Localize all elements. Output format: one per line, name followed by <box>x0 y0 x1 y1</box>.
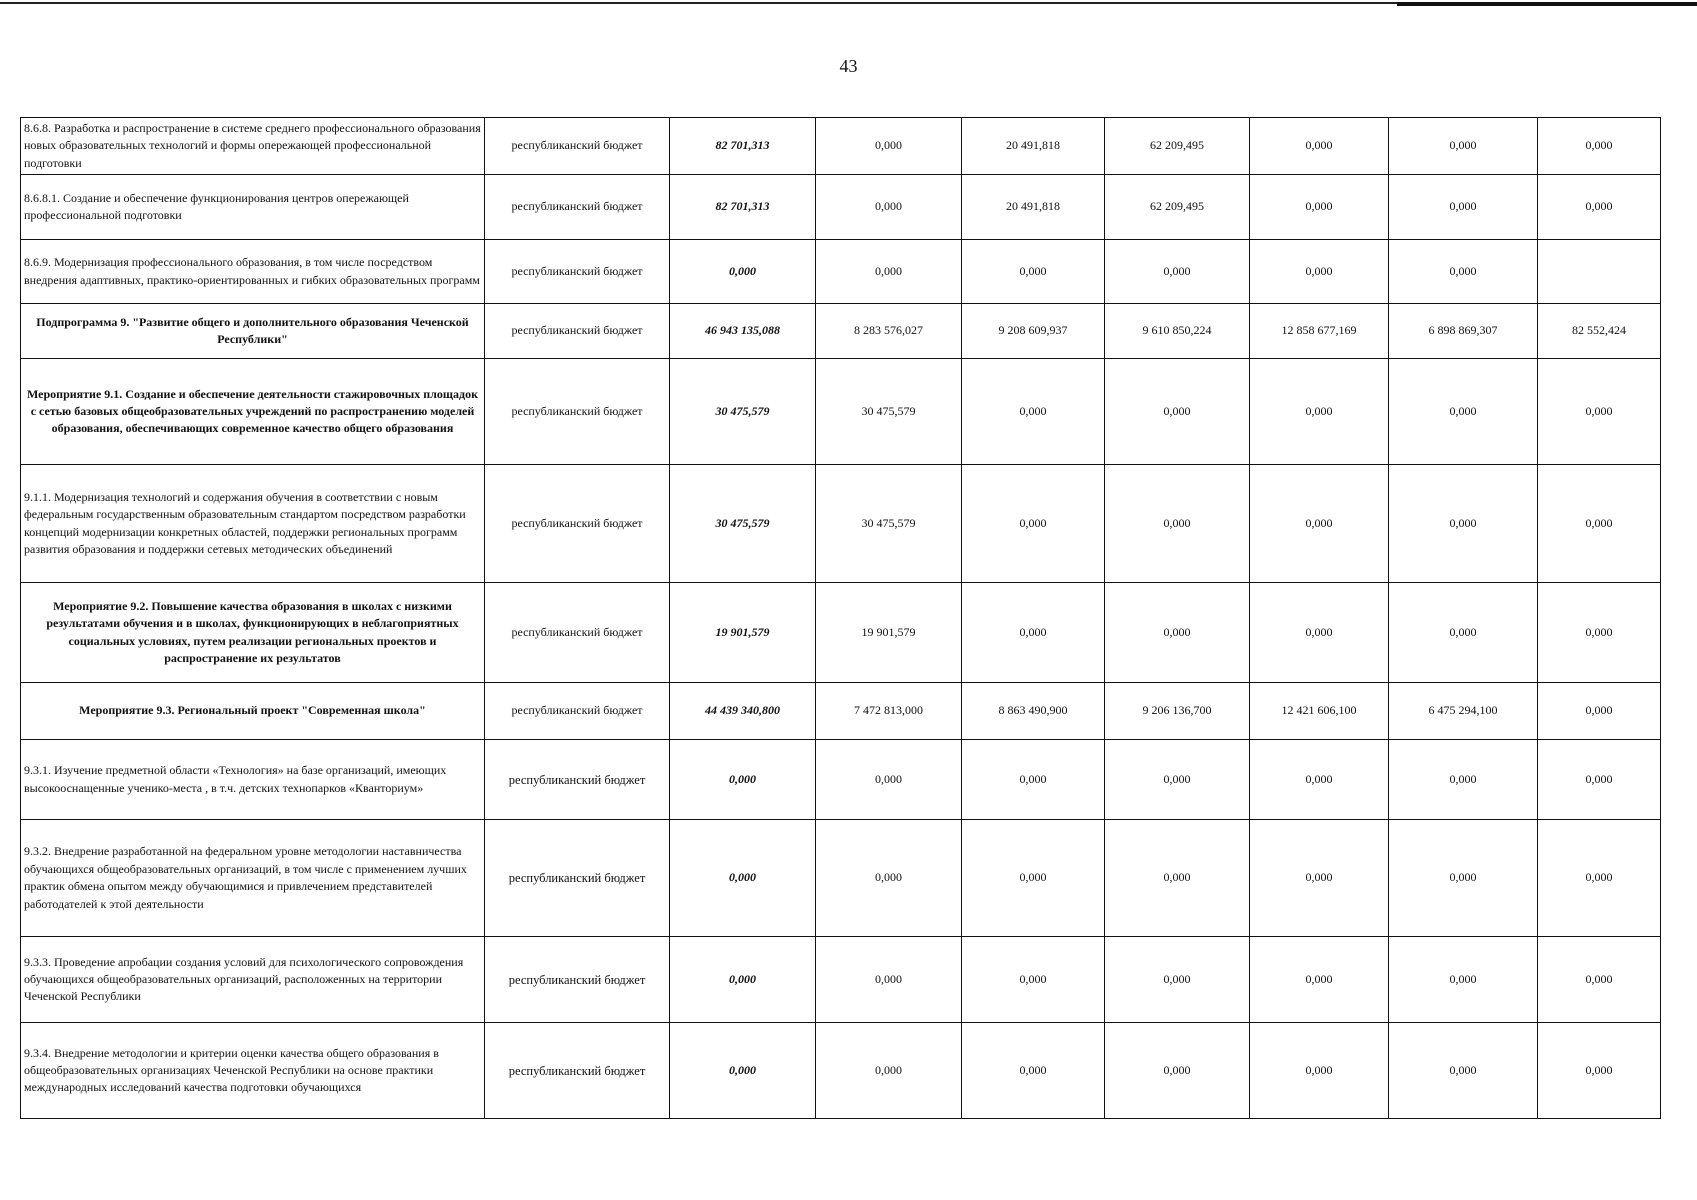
row-year-1: 0,000 <box>816 937 962 1023</box>
row-year-3: 62 209,495 <box>1105 118 1250 175</box>
row-year-6: 0,000 <box>1538 740 1661 820</box>
row-total: 0,000 <box>670 1023 816 1119</box>
row-year-1: 0,000 <box>816 240 962 304</box>
table-row <box>21 740 1661 820</box>
row-year-3: 9 610 850,224 <box>1105 304 1250 359</box>
row-name: Подпрограмма 9. "Развитие общего и дополнительного образования Чеченской Республики" <box>21 304 485 359</box>
row-year-5: 6 475 294,100 <box>1389 683 1538 740</box>
row-year-3: 0,000 <box>1105 240 1250 304</box>
row-year-2: 0,000 <box>962 465 1105 583</box>
row-year-4: 0,000 <box>1250 740 1389 820</box>
row-name: 9.3.1. Изучение предметной области «Технология» на базе организаций, имеющих высокооснащенные ученико-места , в т.ч. детских технопарков «Кванториум» <box>21 740 485 820</box>
row-name: 9.1.1. Модернизация технологий и содержания обучения в соответствии с новым федеральным государственным образовательным стандартом посредством разработки концепций модернизации конкретных областей, поддержки региональных программ развития образования и поддержки сетевых методических объединений <box>21 465 485 583</box>
row-year-4: 0,000 <box>1250 937 1389 1023</box>
row-year-1: 0,000 <box>816 118 962 175</box>
row-year-2: 20 491,818 <box>962 118 1105 175</box>
row-year-2: 0,000 <box>962 1023 1105 1119</box>
table-row <box>21 583 1661 683</box>
row-name: 8.6.9. Модернизация профессионального образования, в том числе посредством внедрения адаптивных, практико-ориентированных и гибких образовательных программ <box>21 240 485 304</box>
row-name: Мероприятие 9.1. Создание и обеспечение деятельности стажировочных площадок с сетью базовых общеобразовательных учреждений по распространению моделей образования, обеспечивающих современное качество общего образования <box>21 359 485 465</box>
row-source: республиканский бюджет <box>485 683 670 740</box>
row-name: Мероприятие 9.3. Региональный проект "Современная школа" <box>21 683 485 740</box>
row-name: 9.3.4. Внедрение методологии и критерии оценки качества общего образования в общеобразовательных организациях Чеченской Республики на основе практики международных исследований качества подготовки обучающихся <box>21 1023 485 1119</box>
row-source: республиканский бюджет <box>485 740 670 820</box>
row-total: 30 475,579 <box>670 465 816 583</box>
row-name: 8.6.8. Разработка и распространение в системе среднего профессионального образования новых образовательных технологий и формы опережающей профессиональной подготовки <box>21 118 485 175</box>
row-year-1: 0,000 <box>816 740 962 820</box>
row-name: Мероприятие 9.2. Повышение качества образования в школах с низкими результатами обучения и в школах, функционирующих в неблагоприятных социальных условиях, путем реализации региональных проектов и распространение их результатов <box>21 583 485 683</box>
row-year-5: 0,000 <box>1389 465 1538 583</box>
row-year-5: 0,000 <box>1389 240 1538 304</box>
row-source: республиканский бюджет <box>485 240 670 304</box>
row-year-1: 7 472 813,000 <box>816 683 962 740</box>
row-name: 9.3.3. Проведение апробации создания условий для психологического сопровождения обучающихся общеобразовательных организаций, расположенных на территории Чеченской Республики <box>21 937 485 1023</box>
row-total: 44 439 340,800 <box>670 683 816 740</box>
row-year-4: 0,000 <box>1250 583 1389 683</box>
row-year-6 <box>1538 240 1661 304</box>
row-year-4: 0,000 <box>1250 465 1389 583</box>
row-year-6: 0,000 <box>1538 583 1661 683</box>
row-year-3: 0,000 <box>1105 359 1250 465</box>
row-source: республиканский бюджет <box>485 304 670 359</box>
row-source: республиканский бюджет <box>485 118 670 175</box>
row-source: республиканский бюджет <box>485 1023 670 1119</box>
row-year-1: 30 475,579 <box>816 465 962 583</box>
row-year-2: 0,000 <box>962 820 1105 937</box>
row-year-1: 19 901,579 <box>816 583 962 683</box>
row-year-4: 12 421 606,100 <box>1250 683 1389 740</box>
row-year-5: 0,000 <box>1389 740 1538 820</box>
row-total: 0,000 <box>670 240 816 304</box>
row-year-2: 0,000 <box>962 740 1105 820</box>
row-year-5: 0,000 <box>1389 937 1538 1023</box>
row-year-6: 0,000 <box>1538 1023 1661 1119</box>
row-year-2: 0,000 <box>962 240 1105 304</box>
row-year-1: 30 475,579 <box>816 359 962 465</box>
table-row <box>21 820 1661 937</box>
row-year-4: 0,000 <box>1250 175 1389 240</box>
table-row <box>21 240 1661 304</box>
row-year-6: 82 552,424 <box>1538 304 1661 359</box>
row-source: республиканский бюджет <box>485 359 670 465</box>
row-total: 0,000 <box>670 820 816 937</box>
row-year-2: 20 491,818 <box>962 175 1105 240</box>
row-year-6: 0,000 <box>1538 820 1661 937</box>
budget-table <box>20 117 1661 1119</box>
row-year-2: 0,000 <box>962 583 1105 683</box>
row-year-4: 0,000 <box>1250 1023 1389 1119</box>
row-year-6: 0,000 <box>1538 175 1661 240</box>
top-rule-mark <box>1397 2 1697 6</box>
row-year-3: 62 209,495 <box>1105 175 1250 240</box>
row-year-2: 0,000 <box>962 359 1105 465</box>
row-year-5: 0,000 <box>1389 359 1538 465</box>
row-total: 19 901,579 <box>670 583 816 683</box>
row-year-4: 0,000 <box>1250 820 1389 937</box>
row-name: 8.6.8.1. Создание и обеспечение функционирования центров опережающей профессиональной подготовки <box>21 175 485 240</box>
row-year-5: 0,000 <box>1389 175 1538 240</box>
row-year-4: 12 858 677,169 <box>1250 304 1389 359</box>
row-total: 82 701,313 <box>670 118 816 175</box>
row-year-6: 0,000 <box>1538 937 1661 1023</box>
page-number: 43 <box>839 56 858 76</box>
row-year-3: 0,000 <box>1105 740 1250 820</box>
row-year-4: 0,000 <box>1250 359 1389 465</box>
table-row <box>21 304 1661 359</box>
row-source: республиканский бюджет <box>485 937 670 1023</box>
row-year-6: 0,000 <box>1538 465 1661 583</box>
row-year-3: 0,000 <box>1105 937 1250 1023</box>
table-row <box>21 175 1661 240</box>
row-year-1: 0,000 <box>816 1023 962 1119</box>
row-year-5: 0,000 <box>1389 1023 1538 1119</box>
row-total: 30 475,579 <box>670 359 816 465</box>
row-year-1: 0,000 <box>816 175 962 240</box>
table-row <box>21 1023 1661 1119</box>
row-year-2: 9 208 609,937 <box>962 304 1105 359</box>
row-year-6: 0,000 <box>1538 683 1661 740</box>
table-row <box>21 465 1661 583</box>
table-row <box>21 683 1661 740</box>
row-year-5: 0,000 <box>1389 820 1538 937</box>
row-source: республиканский бюджет <box>485 175 670 240</box>
row-year-1: 0,000 <box>816 820 962 937</box>
row-year-3: 0,000 <box>1105 1023 1250 1119</box>
row-year-3: 0,000 <box>1105 465 1250 583</box>
row-year-2: 0,000 <box>962 937 1105 1023</box>
row-total: 46 943 135,088 <box>670 304 816 359</box>
table-row <box>21 359 1661 465</box>
row-year-4: 0,000 <box>1250 118 1389 175</box>
row-year-5: 6 898 869,307 <box>1389 304 1538 359</box>
row-name: 9.3.2. Внедрение разработанной на федеральном уровне методологии наставничества обучающихся общеобразовательных организаций, в том числе с применением лучших практик обмена опытом между обучающимися и привлечением представителей работодателей к этой деятельности <box>21 820 485 937</box>
row-year-3: 0,000 <box>1105 820 1250 937</box>
row-year-5: 0,000 <box>1389 583 1538 683</box>
row-year-3: 0,000 <box>1105 583 1250 683</box>
row-total: 82 701,313 <box>670 175 816 240</box>
table-row <box>21 118 1661 175</box>
row-year-6: 0,000 <box>1538 118 1661 175</box>
row-total: 0,000 <box>670 740 816 820</box>
row-year-2: 8 863 490,900 <box>962 683 1105 740</box>
row-source: республиканский бюджет <box>485 820 670 937</box>
row-year-3: 9 206 136,700 <box>1105 683 1250 740</box>
row-year-4: 0,000 <box>1250 240 1389 304</box>
row-year-1: 8 283 576,027 <box>816 304 962 359</box>
row-source: республиканский бюджет <box>485 583 670 683</box>
row-total: 0,000 <box>670 937 816 1023</box>
table-row <box>21 937 1661 1023</box>
row-source: республиканский бюджет <box>485 465 670 583</box>
row-year-5: 0,000 <box>1389 118 1538 175</box>
row-year-6: 0,000 <box>1538 359 1661 465</box>
